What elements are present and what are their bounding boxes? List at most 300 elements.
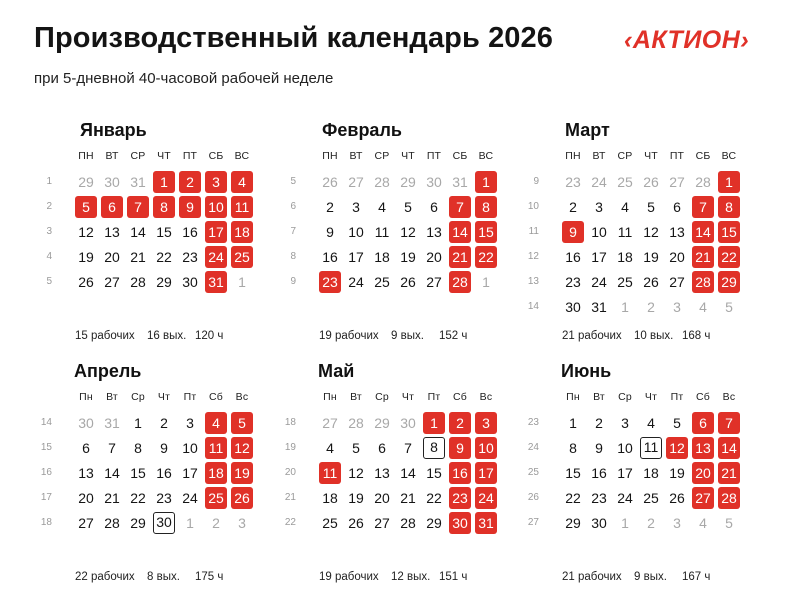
weekday-label: Сб <box>209 391 223 403</box>
summary-days-off: 10 вых. <box>634 330 674 342</box>
day-cell: 9 <box>326 224 334 240</box>
day-cell: 29 <box>426 515 442 531</box>
holiday-day-cell: 1 <box>423 412 445 434</box>
day-cell: 18 <box>617 249 633 265</box>
day-cell: 27 <box>669 274 685 290</box>
day-cell: 26 <box>669 490 685 506</box>
holiday-day-cell: 7 <box>718 412 740 434</box>
day-cell: 12 <box>348 465 364 481</box>
weekday-label: ВС <box>478 150 494 162</box>
week-number: 18 <box>284 417 296 428</box>
holiday-day-cell: 4 <box>231 171 253 193</box>
holiday-day-cell: 17 <box>475 462 497 484</box>
week-number: 3 <box>46 226 52 237</box>
summary-hours: 151 ч <box>439 571 468 583</box>
day-cell: 7 <box>108 440 116 456</box>
summary-workdays: 21 рабочих <box>562 330 622 342</box>
weekday-label: Пн <box>566 391 580 403</box>
adjacent-month-day-cell: 27 <box>669 174 685 190</box>
day-cell: 27 <box>78 515 94 531</box>
day-cell: 22 <box>565 490 581 506</box>
day-cell: 25 <box>617 274 633 290</box>
weekday-label: ПТ <box>669 150 685 162</box>
weekday-label: Сб <box>453 391 467 403</box>
holiday-day-cell: 21 <box>718 462 740 484</box>
holiday-day-cell: 7 <box>127 196 149 218</box>
week-number: 15 <box>40 442 52 453</box>
month-panel <box>527 120 775 350</box>
day-cell: 20 <box>669 249 685 265</box>
week-number: 9 <box>290 276 296 287</box>
day-cell: 22 <box>156 249 172 265</box>
day-cell: 28 <box>104 515 120 531</box>
holiday-day-cell: 28 <box>692 271 714 293</box>
weekday-label: Ср <box>375 391 389 403</box>
holiday-day-cell: 9 <box>562 221 584 243</box>
holiday-day-cell: 2 <box>449 412 471 434</box>
day-cell: 23 <box>565 274 581 290</box>
month-panel <box>40 361 288 591</box>
holiday-day-cell: 2 <box>179 171 201 193</box>
day-cell: 8 <box>134 440 142 456</box>
month-panel <box>290 120 532 350</box>
holiday-day-cell: 7 <box>449 196 471 218</box>
day-cell: 16 <box>182 224 198 240</box>
week-number: 22 <box>284 517 296 528</box>
day-cell: 27 <box>426 274 442 290</box>
adjacent-month-day-cell: 30 <box>78 415 94 431</box>
day-cell: 21 <box>400 490 416 506</box>
day-cell: 4 <box>647 415 655 431</box>
adjacent-month-day-cell: 31 <box>130 174 146 190</box>
day-cell: 24 <box>617 490 633 506</box>
holiday-day-cell: 4 <box>205 412 227 434</box>
week-number: 14 <box>527 301 539 312</box>
day-cell: 12 <box>643 224 659 240</box>
holiday-day-cell: 9 <box>179 196 201 218</box>
summary-days-off: 9 вых. <box>391 330 424 342</box>
day-cell: 30 <box>182 274 198 290</box>
holiday-day-cell: 8 <box>153 196 175 218</box>
adjacent-month-day-cell: 4 <box>699 515 707 531</box>
weekday-label: ЧТ <box>401 150 415 162</box>
holiday-day-cell: 16 <box>449 462 471 484</box>
holiday-day-cell: 13 <box>692 437 714 459</box>
adjacent-month-day-cell: 2 <box>212 515 220 531</box>
day-cell: 14 <box>104 465 120 481</box>
summary-days-off: 9 вых. <box>634 571 667 583</box>
summary-workdays: 19 рабочих <box>319 330 379 342</box>
short-day-cell: 30 <box>153 512 175 534</box>
day-cell: 3 <box>186 415 194 431</box>
day-cell: 6 <box>430 199 438 215</box>
holiday-day-cell: 24 <box>205 246 227 268</box>
week-number: 4 <box>46 251 52 262</box>
weekday-label: ЧТ <box>157 150 171 162</box>
day-cell: 15 <box>565 465 581 481</box>
adjacent-month-day-cell: 1 <box>238 274 246 290</box>
day-cell: 18 <box>322 490 338 506</box>
weekday-label: ЧТ <box>644 150 658 162</box>
week-number: 20 <box>284 467 296 478</box>
month-title: Май <box>318 361 355 381</box>
adjacent-month-day-cell: 5 <box>725 515 733 531</box>
holiday-day-cell: 20 <box>692 462 714 484</box>
holiday-day-cell: 3 <box>205 171 227 193</box>
day-cell: 3 <box>352 199 360 215</box>
holiday-day-cell: 1 <box>718 171 740 193</box>
holiday-day-cell: 5 <box>231 412 253 434</box>
month-panel <box>527 361 775 591</box>
week-number: 10 <box>527 201 539 212</box>
holiday-day-cell: 23 <box>449 487 471 509</box>
adjacent-month-day-cell: 25 <box>617 174 633 190</box>
adjacent-month-day-cell: 24 <box>591 174 607 190</box>
summary-days-off: 12 вых. <box>391 571 431 583</box>
day-cell: 20 <box>426 249 442 265</box>
weekday-label: Пн <box>323 391 337 403</box>
day-cell: 10 <box>617 440 633 456</box>
weekday-label: ПТ <box>182 150 198 162</box>
weekday-label: Вт <box>106 391 118 403</box>
day-cell: 15 <box>130 465 146 481</box>
adjacent-month-day-cell: 29 <box>374 415 390 431</box>
holiday-day-cell: 31 <box>205 271 227 293</box>
weekday-label: Пт <box>427 391 441 403</box>
week-number: 24 <box>527 442 539 453</box>
week-number: 21 <box>284 492 296 503</box>
day-cell: 13 <box>426 224 442 240</box>
brand-logo <box>624 26 749 55</box>
summary-days-off: 16 вых. <box>147 330 187 342</box>
holiday-day-cell: 18 <box>205 462 227 484</box>
day-cell: 30 <box>591 515 607 531</box>
short-day-cell: 11 <box>640 437 662 459</box>
day-cell: 1 <box>134 415 142 431</box>
day-cell: 2 <box>569 199 577 215</box>
adjacent-month-day-cell: 1 <box>621 515 629 531</box>
adjacent-month-day-cell: 2 <box>647 515 655 531</box>
weekday-label: ВТ <box>592 150 606 162</box>
day-cell: 1 <box>569 415 577 431</box>
adjacent-month-day-cell: 1 <box>186 515 194 531</box>
brand-logo-word: АКТИОН <box>632 26 741 54</box>
holiday-day-cell: 25 <box>231 246 253 268</box>
weekday-label: Вс <box>722 391 736 403</box>
day-cell: 16 <box>565 249 581 265</box>
day-cell: 25 <box>322 515 338 531</box>
day-cell: 2 <box>160 415 168 431</box>
day-cell: 28 <box>400 515 416 531</box>
day-cell: 17 <box>617 465 633 481</box>
weekday-label: ВС <box>721 150 737 162</box>
holiday-day-cell: 25 <box>205 487 227 509</box>
day-cell: 19 <box>643 249 659 265</box>
weekday-label: Вт <box>593 391 605 403</box>
weekday-label: Ср <box>618 391 632 403</box>
day-cell: 28 <box>130 274 146 290</box>
adjacent-month-day-cell: 30 <box>104 174 120 190</box>
holiday-day-cell: 19 <box>231 462 253 484</box>
adjacent-month-day-cell: 1 <box>621 299 629 315</box>
day-cell: 4 <box>621 199 629 215</box>
day-cell: 23 <box>591 490 607 506</box>
holiday-day-cell: 8 <box>475 196 497 218</box>
day-cell: 13 <box>669 224 685 240</box>
holiday-day-cell: 1 <box>475 171 497 193</box>
holiday-day-cell: 15 <box>475 221 497 243</box>
day-cell: 27 <box>104 274 120 290</box>
day-cell: 17 <box>591 249 607 265</box>
day-cell: 25 <box>643 490 659 506</box>
adjacent-month-day-cell: 28 <box>348 415 364 431</box>
day-cell: 23 <box>182 249 198 265</box>
adjacent-month-day-cell: 2 <box>647 299 655 315</box>
summary-hours: 167 ч <box>682 571 711 583</box>
day-cell: 6 <box>673 199 681 215</box>
weekday-label: Чт <box>644 391 658 403</box>
weekday-label: ПН <box>322 150 338 162</box>
weekday-label: СБ <box>695 150 711 162</box>
summary-hours: 120 ч <box>195 330 224 342</box>
holiday-day-cell: 14 <box>449 221 471 243</box>
day-cell: 13 <box>78 465 94 481</box>
day-cell: 29 <box>156 274 172 290</box>
week-number: 18 <box>40 517 52 528</box>
day-cell: 29 <box>565 515 581 531</box>
week-number: 5 <box>290 176 296 187</box>
day-cell: 17 <box>182 465 198 481</box>
holiday-day-cell: 1 <box>153 171 175 193</box>
day-cell: 10 <box>591 224 607 240</box>
day-cell: 19 <box>78 249 94 265</box>
holiday-day-cell: 10 <box>205 196 227 218</box>
day-cell: 18 <box>643 465 659 481</box>
day-cell: 5 <box>673 415 681 431</box>
month-panel <box>284 361 532 591</box>
day-cell: 6 <box>82 440 90 456</box>
day-cell: 5 <box>647 199 655 215</box>
week-number: 9 <box>533 176 539 187</box>
holiday-day-cell: 28 <box>449 271 471 293</box>
holiday-day-cell: 22 <box>475 246 497 268</box>
holiday-day-cell: 24 <box>475 487 497 509</box>
holiday-day-cell: 23 <box>319 271 341 293</box>
holiday-day-cell: 17 <box>205 221 227 243</box>
adjacent-month-day-cell: 30 <box>426 174 442 190</box>
week-number: 13 <box>527 276 539 287</box>
holiday-day-cell: 14 <box>692 221 714 243</box>
day-cell: 29 <box>130 515 146 531</box>
week-number: 27 <box>527 517 539 528</box>
month-panel <box>46 120 288 350</box>
day-cell: 11 <box>374 224 390 240</box>
holiday-day-cell: 6 <box>692 412 714 434</box>
adjacent-month-day-cell: 3 <box>673 515 681 531</box>
weekday-label: Пт <box>670 391 684 403</box>
adjacent-month-day-cell: 28 <box>695 174 711 190</box>
summary-hours: 152 ч <box>439 330 468 342</box>
day-cell: 26 <box>643 274 659 290</box>
day-cell: 3 <box>595 199 603 215</box>
month-title: Июнь <box>561 361 612 381</box>
holiday-day-cell: 26 <box>231 487 253 509</box>
holiday-day-cell: 12 <box>666 437 688 459</box>
day-cell: 21 <box>104 490 120 506</box>
adjacent-month-day-cell: 5 <box>725 299 733 315</box>
adjacent-month-day-cell: 26 <box>643 174 659 190</box>
day-cell: 20 <box>374 490 390 506</box>
weekday-label: Вс <box>235 391 249 403</box>
week-number: 5 <box>46 276 52 287</box>
adjacent-month-day-cell: 4 <box>699 299 707 315</box>
month-title: Январь <box>80 120 147 140</box>
day-cell: 26 <box>400 274 416 290</box>
holiday-day-cell: 3 <box>475 412 497 434</box>
holiday-day-cell: 28 <box>718 487 740 509</box>
adjacent-month-day-cell: 1 <box>482 274 490 290</box>
day-cell: 15 <box>156 224 172 240</box>
weekday-label: СБ <box>452 150 468 162</box>
week-number: 19 <box>284 442 296 453</box>
day-cell: 3 <box>621 415 629 431</box>
day-cell: 17 <box>348 249 364 265</box>
holiday-day-cell: 21 <box>692 246 714 268</box>
adjacent-month-day-cell: 31 <box>104 415 120 431</box>
week-number: 6 <box>290 201 296 212</box>
month-title: Апрель <box>74 361 142 381</box>
short-day-cell: 8 <box>423 437 445 459</box>
day-cell: 5 <box>352 440 360 456</box>
day-cell: 23 <box>156 490 172 506</box>
day-cell: 13 <box>374 465 390 481</box>
holiday-day-cell: 11 <box>319 462 341 484</box>
adjacent-month-day-cell: 23 <box>565 174 581 190</box>
summary-hours: 175 ч <box>195 571 224 583</box>
weekday-label: Чт <box>157 391 171 403</box>
day-cell: 2 <box>595 415 603 431</box>
week-number: 11 <box>528 226 539 237</box>
weekday-label: ПН <box>565 150 581 162</box>
week-number: 14 <box>40 417 52 428</box>
weekday-label: ВТ <box>105 150 119 162</box>
day-cell: 22 <box>426 490 442 506</box>
day-cell: 11 <box>617 224 633 240</box>
holiday-day-cell: 5 <box>75 196 97 218</box>
holiday-day-cell: 22 <box>718 246 740 268</box>
week-number: 25 <box>527 467 539 478</box>
day-cell: 4 <box>378 199 386 215</box>
day-cell: 8 <box>569 440 577 456</box>
week-number: 7 <box>290 226 296 237</box>
holiday-day-cell: 29 <box>718 271 740 293</box>
day-cell: 21 <box>130 249 146 265</box>
day-cell: 14 <box>400 465 416 481</box>
day-cell: 2 <box>326 199 334 215</box>
weekday-label: ПТ <box>426 150 442 162</box>
summary-workdays: 21 рабочих <box>562 571 622 583</box>
holiday-day-cell: 21 <box>449 246 471 268</box>
day-cell: 24 <box>591 274 607 290</box>
day-cell: 25 <box>374 274 390 290</box>
summary-hours: 168 ч <box>682 330 711 342</box>
week-number: 26 <box>527 492 539 503</box>
brand-logo-open: ‹ <box>624 26 633 54</box>
day-cell: 5 <box>404 199 412 215</box>
day-cell: 26 <box>348 515 364 531</box>
holiday-day-cell: 9 <box>449 437 471 459</box>
holiday-day-cell: 18 <box>231 221 253 243</box>
day-cell: 12 <box>400 224 416 240</box>
week-number: 1 <box>46 176 52 187</box>
weekday-label: ВС <box>234 150 250 162</box>
day-cell: 12 <box>78 224 94 240</box>
weekday-label: Вт <box>350 391 362 403</box>
weekday-label: СР <box>617 150 633 162</box>
day-cell: 27 <box>374 515 390 531</box>
month-title: Март <box>565 120 610 140</box>
weekday-label: СР <box>130 150 146 162</box>
week-number: 8 <box>290 251 296 262</box>
summary-days-off: 8 вых. <box>147 571 180 583</box>
week-number: 17 <box>40 492 52 503</box>
holiday-day-cell: 27 <box>692 487 714 509</box>
day-cell: 26 <box>78 274 94 290</box>
holiday-day-cell: 12 <box>231 437 253 459</box>
day-cell: 30 <box>565 299 581 315</box>
weekday-label: Чт <box>401 391 415 403</box>
week-number: 2 <box>46 201 52 212</box>
day-cell: 4 <box>326 440 334 456</box>
day-cell: 9 <box>595 440 603 456</box>
holiday-day-cell: 15 <box>718 221 740 243</box>
weekday-label: Пт <box>183 391 197 403</box>
day-cell: 19 <box>669 465 685 481</box>
day-cell: 22 <box>130 490 146 506</box>
summary-workdays: 15 рабочих <box>75 330 135 342</box>
day-cell: 13 <box>104 224 120 240</box>
day-cell: 19 <box>348 490 364 506</box>
day-cell: 16 <box>591 465 607 481</box>
adjacent-month-day-cell: 26 <box>322 174 338 190</box>
summary-workdays: 22 рабочих <box>75 571 135 583</box>
holiday-day-cell: 8 <box>718 196 740 218</box>
weekday-label: СР <box>374 150 390 162</box>
adjacent-month-day-cell: 29 <box>400 174 416 190</box>
day-cell: 10 <box>182 440 198 456</box>
day-cell: 16 <box>322 249 338 265</box>
holiday-day-cell: 31 <box>475 512 497 534</box>
day-cell: 14 <box>130 224 146 240</box>
day-cell: 6 <box>378 440 386 456</box>
holiday-day-cell: 6 <box>101 196 123 218</box>
page-subtitle: при 5-дневной 40-часовой рабочей неделе <box>34 70 334 87</box>
holiday-day-cell: 10 <box>475 437 497 459</box>
weekday-label: ПН <box>78 150 94 162</box>
adjacent-month-day-cell: 28 <box>374 174 390 190</box>
weekday-label: СБ <box>208 150 224 162</box>
adjacent-month-day-cell: 27 <box>348 174 364 190</box>
holiday-day-cell: 11 <box>205 437 227 459</box>
weekday-label: Ср <box>131 391 145 403</box>
day-cell: 31 <box>591 299 607 315</box>
day-cell: 15 <box>426 465 442 481</box>
weekday-label: ВТ <box>349 150 363 162</box>
day-cell: 16 <box>156 465 172 481</box>
summary-workdays: 19 рабочих <box>319 571 379 583</box>
day-cell: 20 <box>78 490 94 506</box>
week-number: 12 <box>527 251 539 262</box>
